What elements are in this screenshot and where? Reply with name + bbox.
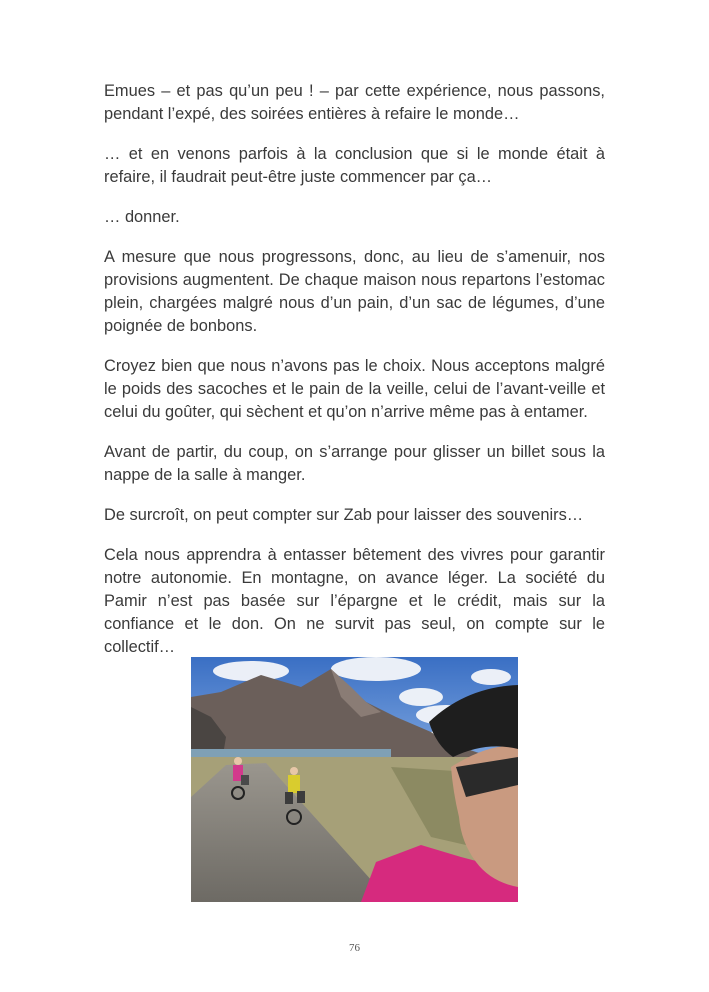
body-text — [104, 80, 605, 676]
paragraph: De surcroît, on peut compter sur Zab pour laisser des souvenirs… — [104, 506, 584, 524]
paragraph: Avant de partir, du coup, on s’arrange pour glisser un billet sous la nappe de la salle à manger. — [104, 443, 605, 484]
cycling-photo — [191, 657, 518, 902]
paragraph: … donner. — [104, 208, 180, 226]
paragraph: … et en venons parfois à la conclusion que si le monde était à refaire, il faudrait peut-être juste commencer par ça… — [104, 145, 605, 186]
paragraph: Cela nous apprendra à entasser bêtement des vivres pour garantir notre autonomie. En montagne, on avance léger. La société du Pamir n’est pas basée sur l’épargne et le crédit, mais sur la confiance et le don. On ne survit pas seul, on compte sur le collectif… — [104, 546, 605, 656]
paragraph: Emues – et pas qu’un peu ! – par cette expérience, nous passons, pendant l’expé, des soirées entières à refaire le monde… — [104, 82, 605, 123]
paragraph: A mesure que nous progressons, donc, au lieu de s’amenuir, nos provisions augmentent. De chaque maison nous repartons l’estomac plein, chargées malgré nous d’un pain, d’un sac de légumes, d’une poignée de bonbons. — [104, 248, 605, 335]
paragraph: Croyez bien que nous n’avons pas le choix. Nous acceptons malgré le poids des sacoches et le pain de la veille, celui de l’avant-veille et celui du goûter, qui sèchent et qu’on n’arrive même pas à entamer. — [104, 357, 605, 421]
page-number: 76 — [349, 942, 360, 954]
